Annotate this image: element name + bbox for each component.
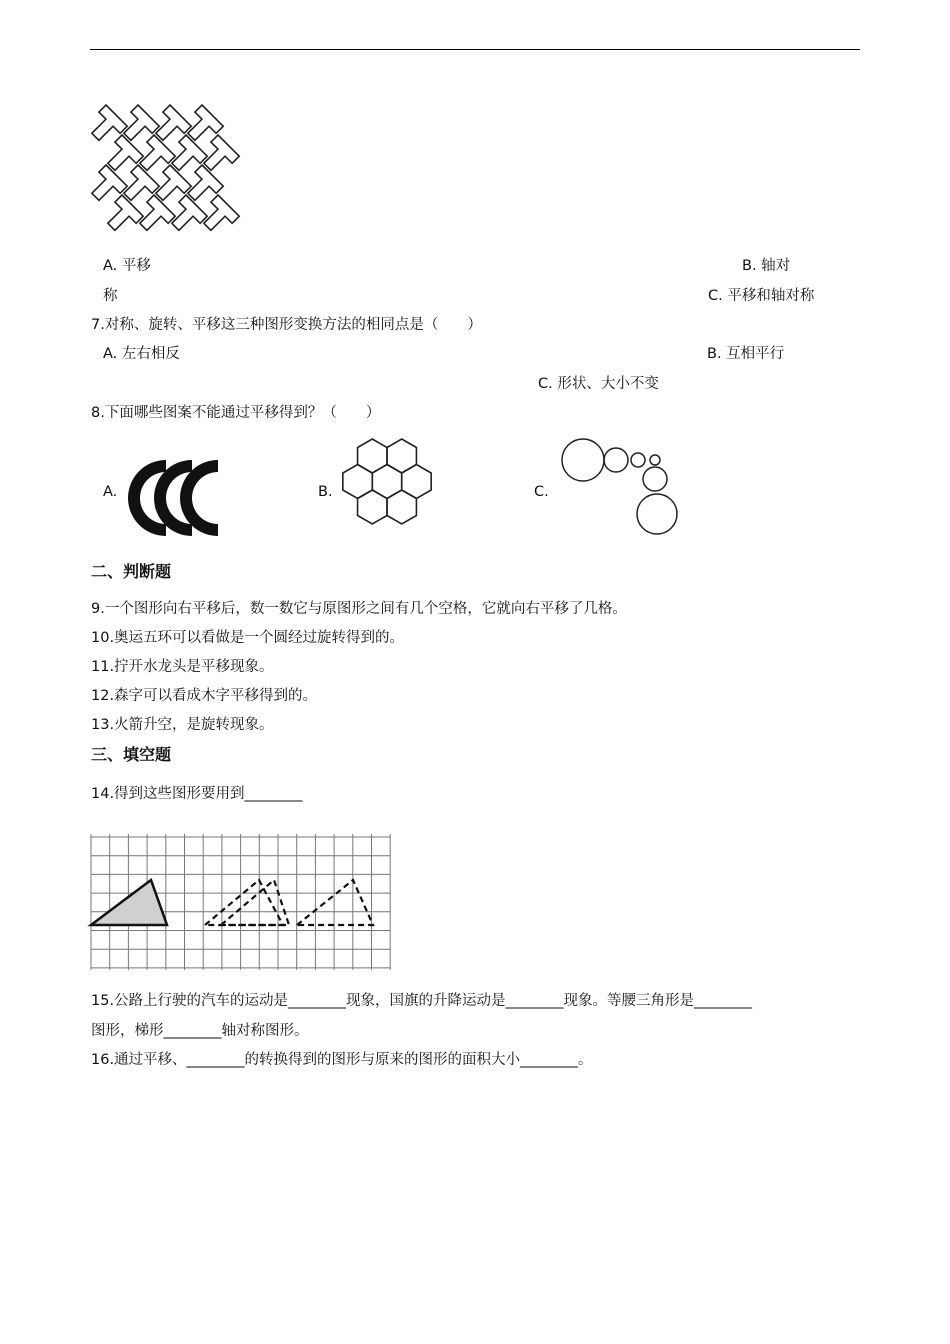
section2-title: 二、判断题: [91, 562, 172, 581]
q11: 11.拧开水龙头是平移现象。: [91, 659, 274, 675]
q12: 12.森字可以看成木字平移得到的。: [91, 688, 318, 704]
translated-triangle: [205, 880, 283, 925]
q7-option-c[interactable]: C. 形状、大小不变: [538, 376, 659, 392]
hexagon-cell: [387, 490, 416, 524]
q16: 16.通过平移、________的转换得到的图形与原来的图形的面积大小________。: [91, 1052, 593, 1068]
grid-triangles-figure: [91, 834, 393, 970]
q7-option-a[interactable]: A. 左右相反: [103, 346, 180, 362]
q8-label-c[interactable]: C.: [534, 484, 549, 500]
q6-option-c[interactable]: C. 平移和轴对称: [708, 288, 815, 304]
section3-title: 三、填空题: [91, 745, 172, 764]
arcs-figure: [128, 458, 228, 538]
q10: 10.奥运五环可以看做是一个圆经过旋转得到的。: [91, 630, 405, 646]
q8-stem: 8.下面哪些图案不能通过平移得到？（ ）: [91, 405, 381, 421]
q15-line1: 15.公路上行驶的汽车的运动是________现象，国旗的升降运动是________现象。等腰三角形是________: [91, 993, 753, 1009]
honeycomb-figure: [337, 437, 437, 537]
q15-line2: 图形，梯形________轴对称图形。: [91, 1023, 309, 1039]
circles-figure: [560, 437, 685, 537]
q13: 13.火箭升空，是旋转现象。: [91, 717, 274, 733]
q7-option-b[interactable]: B. 互相平行: [707, 346, 785, 362]
hexagon-cell: [358, 490, 387, 524]
header-rule: [90, 49, 860, 50]
q6-option-a[interactable]: A. 平移: [103, 258, 151, 274]
q7-stem: 7.对称、旋转、平移这三种图形变换方法的相同点是（ ）: [91, 317, 482, 333]
q6-option-b-continued: 称: [103, 288, 118, 304]
q6-option-b[interactable]: B. 轴对: [742, 258, 791, 274]
q9: 9.一个图形向右平移后，数一数它与原图形之间有几个空格，它就向右平移了几格。: [91, 601, 627, 617]
pattern-tile: [101, 195, 143, 237]
translated-triangle: [297, 880, 373, 925]
q8-label-b[interactable]: B.: [318, 484, 333, 500]
q14: 14.得到这些图形要用到________: [91, 786, 303, 802]
zigzag-pattern-figure: [88, 97, 258, 242]
original-triangle: [91, 880, 167, 925]
q8-label-a[interactable]: A.: [103, 484, 118, 500]
